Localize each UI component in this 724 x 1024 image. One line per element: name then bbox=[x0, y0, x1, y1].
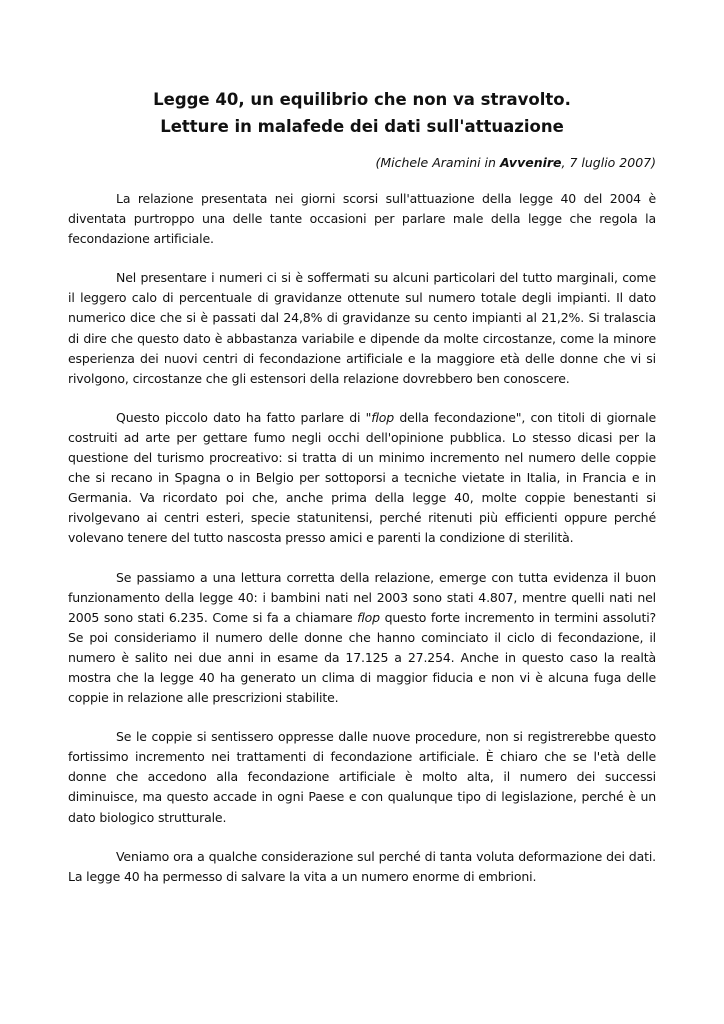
title-line-2: Letture in malafede dei dati sull'attuazione bbox=[160, 117, 564, 136]
paragraph-4-flop: flop bbox=[357, 609, 380, 625]
byline bbox=[68, 153, 656, 173]
paragraph-3-part-a: Questo piccolo dato ha fatto parlare di " bbox=[116, 409, 372, 425]
document-page bbox=[68, 86, 656, 887]
paragraph-4-part-b: questo forte incremento in termini assoluti? Se poi consideriamo il numero delle donne che hanno cominciato il ciclo di fecondazione, il numero è salito nei due anni in esame da 17.125 a 27.254. Anche in questo caso la realtà mostra che la legge 40 ha generato un clima di maggior fiducia e non vi è alcuna fuga delle coppie in relazione alle prescrizioni stabilite. bbox=[68, 609, 657, 706]
paragraph-6: Veniamo ora a qualche considerazione sul perché di tanta voluta deformazione dei dati. La legge 40 ha permesso di salvare la vita a un numero enorme di embrioni. bbox=[68, 848, 656, 884]
paragraph-2: Nel presentare i numeri ci si è soffermati su alcuni particolari del tutto marginali, come il leggero calo di percentuale di gravidanze ottenute sul numero totale degli impianti. Il dato numerico dice che si è passati dal 24,8% di gravidanze su cento impianti al 21,2%. Si tralascia di dire che questo dato è abbastanza variabile e dipende da molte circostanze, come la minore esperienza dei nuovi centri di fecondazione artificiale e la maggiore età delle donne che vi si rivolgono, circostanze che gli estensori della relazione dovrebbero ben conoscere. bbox=[68, 270, 656, 386]
byline-close: , 7 luglio 2007) bbox=[561, 155, 656, 170]
byline-source: Avvenire bbox=[499, 155, 562, 170]
title-line-1: Legge 40, un equilibrio che non va stravolto. bbox=[153, 90, 571, 109]
byline-open: (Michele Aramini in bbox=[375, 155, 500, 170]
paragraph-3 bbox=[68, 408, 656, 549]
paragraph-5: Se le coppie si sentissero oppresse dalle nuove procedure, non si registrerebbe questo fortissimo incremento nei trattamenti di fecondazione artificiale. È chiaro che se l'età delle donne che accedono alla fecondazione artificiale è molto alta, il numero dei successi diminuisce, ma questo accade in ogni Paese e con qualunque tipo di legislazione, perché è un dato biologico strutturale. bbox=[68, 729, 656, 825]
paragraph-4 bbox=[68, 568, 656, 709]
paragraph-4-part-a: Se passiamo a una lettura corretta della relazione, emerge con tutta evidenza il buon funzionamento della legge 40: i bambini nati nel 2003 sono stati 4.807, mentre quelli nati nel 2005 sono stati 6.235. Come si fa a chiamare bbox=[68, 569, 656, 625]
paragraph-1: La relazione presentata nei giorni scorsi sull'attuazione della legge 40 del 2004 è diventata purtroppo una delle tante occasioni per parlare male della legge che regola la fecondazione artificiale. bbox=[68, 191, 656, 247]
paragraph-3-flop: flop bbox=[371, 409, 395, 425]
paragraph-3-part-b: della fecondazione", con titoli di giornale costruiti ad arte per gettare fumo negli occhi dell'opinione pubblica. Lo stesso dicasi per la questione del turismo procreativo: si tratta di un minimo incremento nel numero delle coppie che si recano in Spagna o in Belgio per sottoporsi a tecniche vietate in Italia, in Francia e in Germania. Va ricordato poi che, anche prima della legge 40, molte coppie benestanti si rivolgevano ai centri esteri, specie statunitensi, perché ritenuti più efficienti oppure perché volevano tenere del tutto nascosta presso amici e parenti la condizione di sterilità. bbox=[68, 409, 656, 546]
document-title bbox=[68, 86, 656, 140]
